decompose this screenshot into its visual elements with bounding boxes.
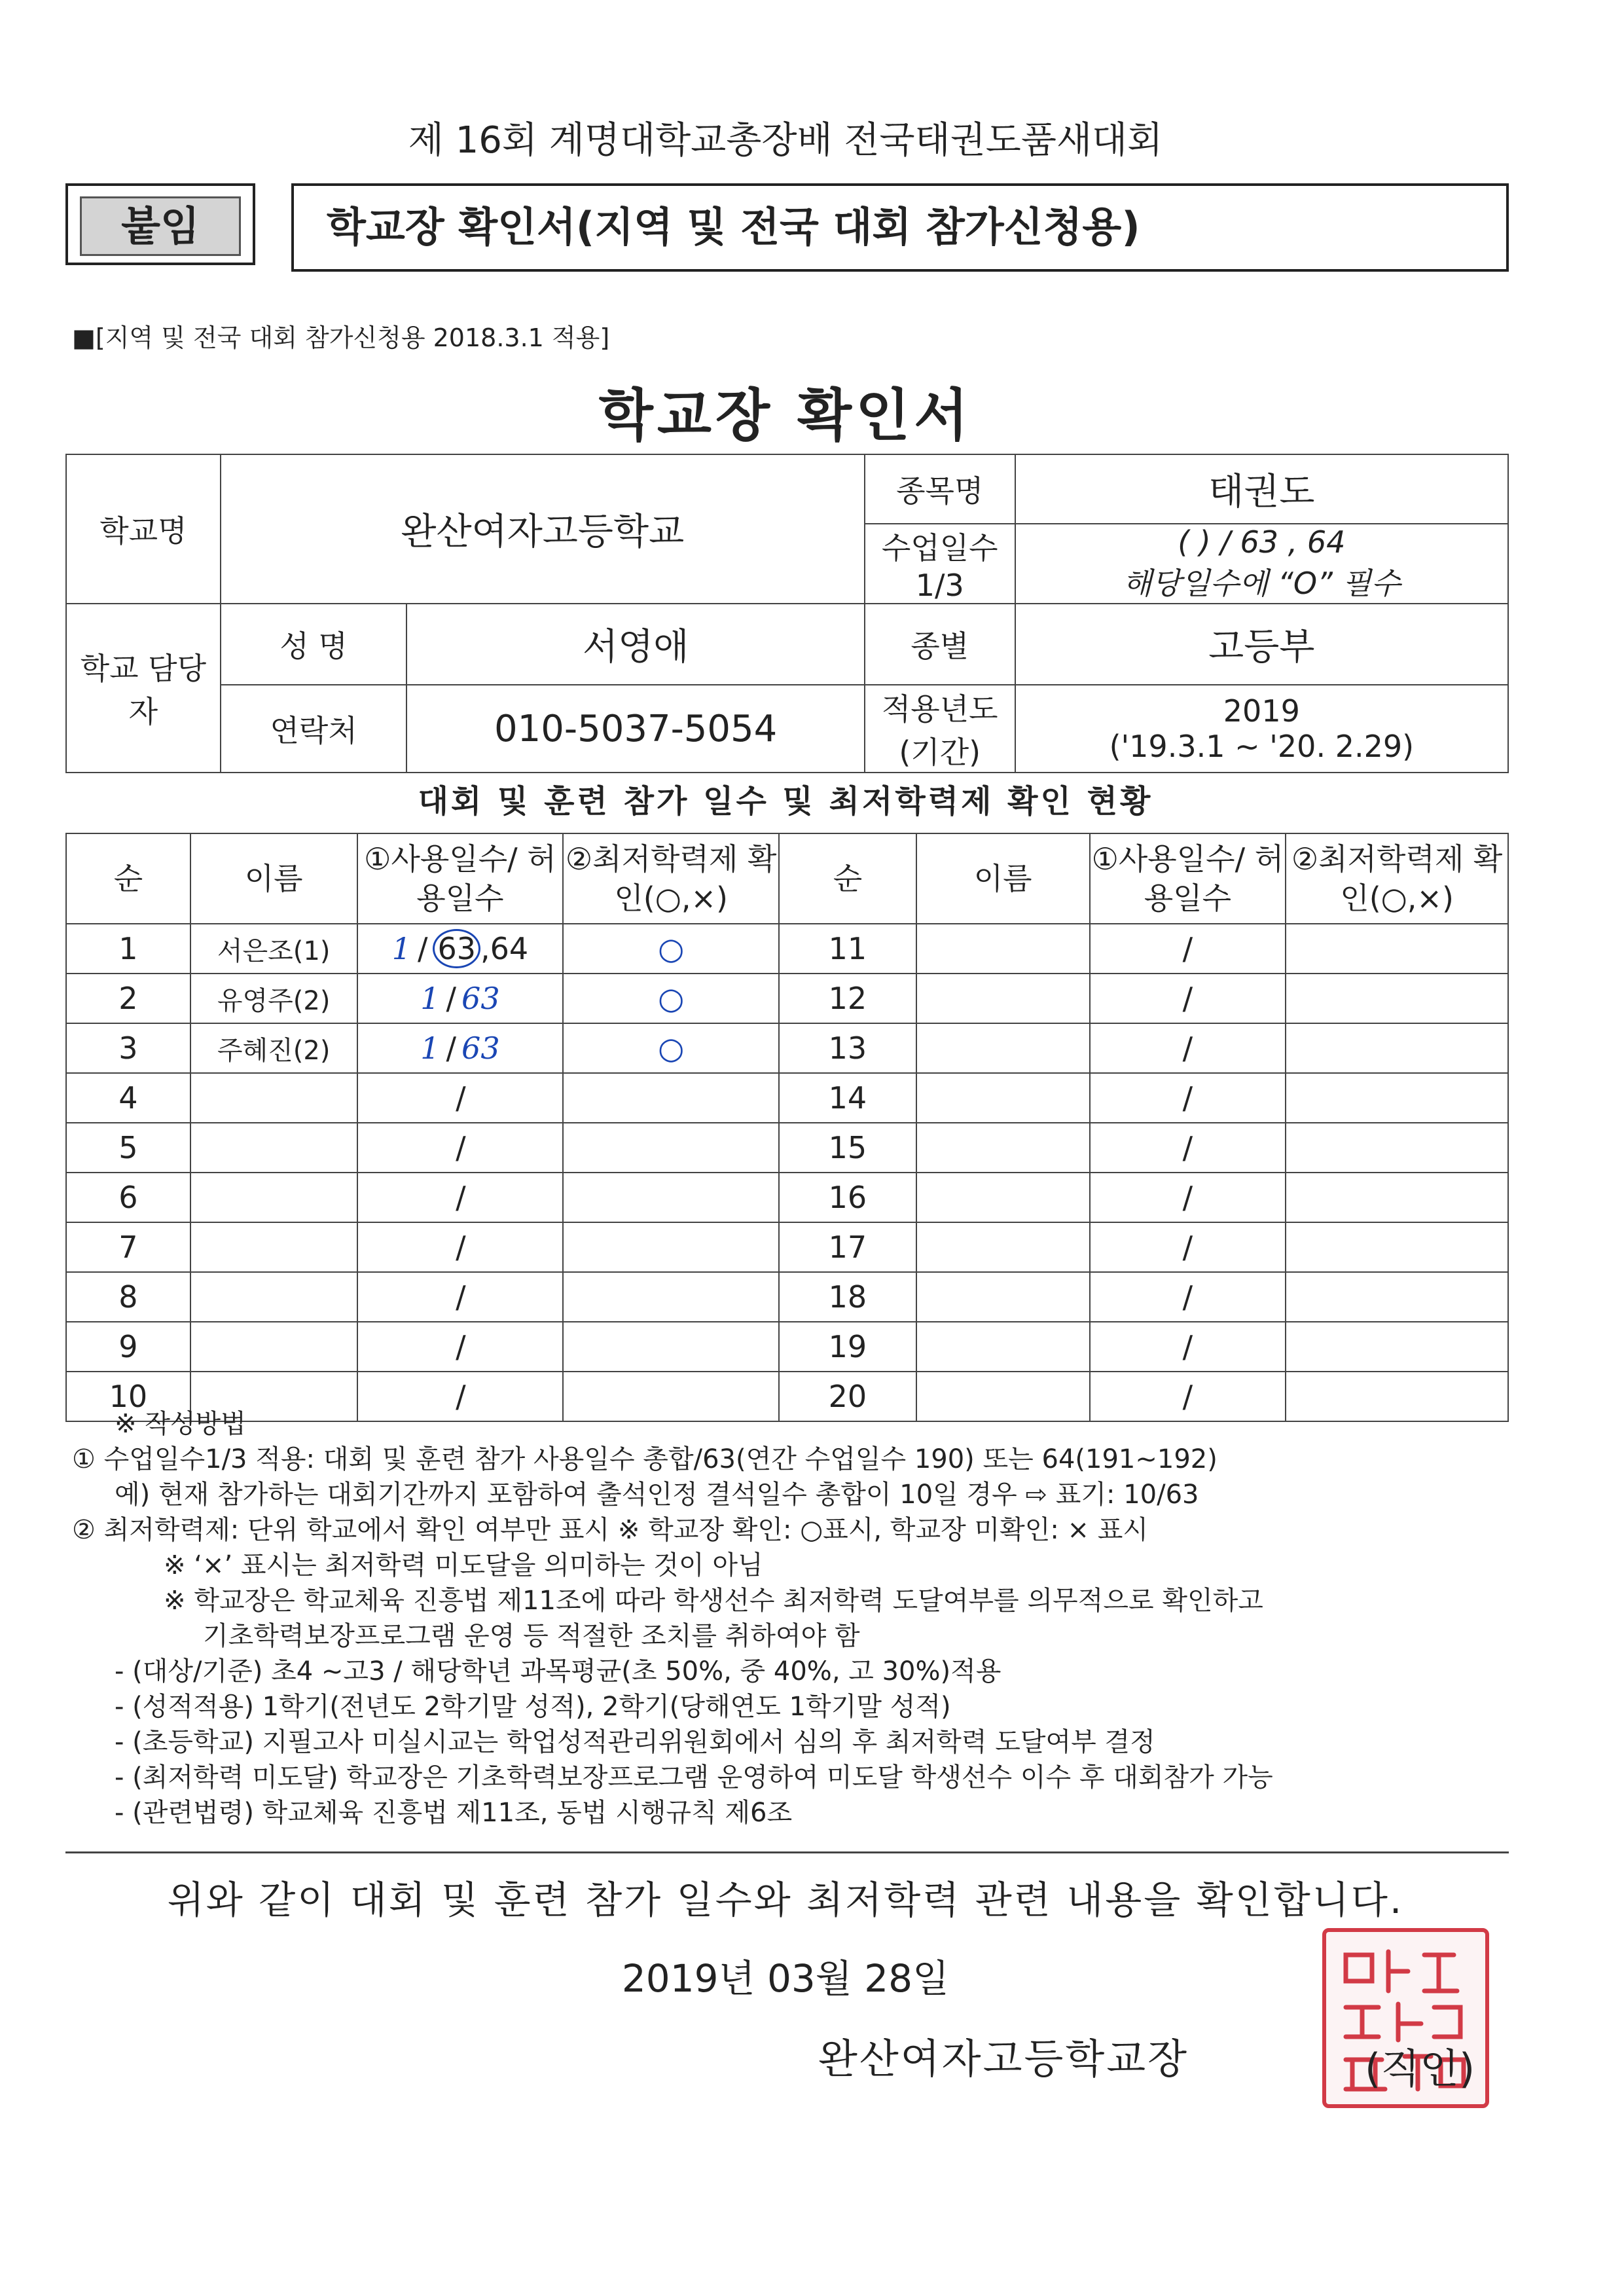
row-no [779, 1123, 916, 1173]
student-name [190, 1322, 357, 1372]
confirmation-statement: 위와 같이 대회 및 훈련 참가 일수와 최저학력 관련 내용을 확인합니다. [167, 1878, 1404, 1922]
school-name-label: 학교명 [66, 454, 221, 604]
document-title: 학교장 확인서 [598, 383, 973, 448]
min-academic-check [563, 1173, 779, 1222]
info-table [65, 454, 1509, 773]
student-name [916, 974, 1090, 1023]
header-min-academic-2: ②최저학력제 확인(○,×) [1286, 833, 1508, 924]
principal-name: 완산여자고등학교장 [818, 2035, 1189, 2083]
days-slash: / [1182, 931, 1193, 966]
header-no: 순 [66, 833, 190, 924]
days-slash: / [456, 1130, 466, 1165]
attachment-label: 붙임 [80, 196, 241, 256]
seal-label: (직인) [1365, 2045, 1475, 2092]
table-row [66, 1322, 1508, 1372]
row-no [779, 974, 916, 1023]
days-slash: / [446, 1030, 457, 1066]
row-no [779, 1222, 916, 1272]
row-no-text: 3 [118, 1030, 138, 1066]
days-cell [357, 924, 564, 974]
table-row [66, 1173, 1508, 1222]
check-mark: ○ [658, 931, 685, 966]
days-slash: / [417, 931, 428, 966]
row-no-text: 2 [118, 981, 138, 1016]
days-cell [357, 1123, 564, 1173]
attachment-box [65, 183, 255, 265]
row-no-text: 15 [828, 1130, 867, 1165]
row-no-text: 1 [118, 931, 138, 966]
days-cell [357, 1222, 564, 1272]
student-name [916, 1173, 1090, 1222]
class-days-cell [1015, 524, 1508, 604]
row-no-text: 20 [828, 1379, 867, 1414]
divider [65, 1851, 1509, 1853]
note-line: ② 최저학력제: 단위 학교에서 확인 여부만 표시 ※ 학교장 확인: ○표시, 학교장 미확인: × 표시 [72, 1515, 1149, 1545]
days-cell [357, 1272, 564, 1322]
days-cell [357, 974, 564, 1023]
row-no [66, 1322, 190, 1372]
header-no-2: 순 [779, 833, 916, 924]
table-row [66, 1222, 1508, 1272]
days-cell [1090, 1322, 1286, 1372]
sport-value: 태권도 [1015, 454, 1508, 524]
note-line: ※ ‘×’ 표시는 최저학력 미도달을 의미하는 것이 아님 [164, 1550, 763, 1580]
student-name [916, 1123, 1090, 1173]
row-no [779, 1173, 916, 1222]
row-no-text: 16 [828, 1180, 867, 1215]
note-line: - (대상/기준) 초4 ~고3 / 해당학년 과목평균(초 50%, 중 40%, 고 30%)적용 [115, 1656, 1001, 1686]
row-no [66, 924, 190, 974]
student-name [190, 924, 357, 974]
days-slash: / [456, 1180, 466, 1215]
min-academic-check [563, 1222, 779, 1272]
row-no-text: 11 [828, 931, 867, 966]
days-slash: / [456, 1379, 466, 1414]
note-line: - (초등학교) 지필고사 미실시교는 학업성적관리위원회에서 심의 후 최저학력 도달여부 결정 [115, 1727, 1155, 1757]
header-days: ①사용일수/ 허용일수 [357, 833, 564, 924]
allowed-days: 63 [461, 1030, 500, 1066]
days-slash: / [456, 1329, 466, 1364]
row-no-text: 5 [118, 1130, 138, 1165]
row-no-text: 10 [109, 1379, 148, 1414]
row-no-text: 4 [118, 1080, 138, 1116]
student-name-text: 서은조(1) [217, 936, 331, 966]
student-name-text: 주혜진(2) [217, 1035, 331, 1066]
event-title: 제 16회 계명대학교총장배 전국태권도품새대회 [408, 119, 1163, 162]
used-days: 1 [420, 1030, 440, 1066]
row-no-text: 6 [118, 1180, 138, 1215]
apply-year-label: 적용년도 (기간) [865, 685, 1015, 773]
contact-label: 연락처 [221, 685, 407, 773]
days-cell [357, 1322, 564, 1372]
min-academic-check [1286, 1123, 1508, 1173]
days-cell [1090, 1123, 1286, 1173]
days-slash: / [1182, 981, 1193, 1016]
min-academic-check [563, 1123, 779, 1173]
row-no-text: 19 [828, 1329, 867, 1364]
table-row [66, 1023, 1508, 1073]
days-cell [1090, 974, 1286, 1023]
student-name [916, 1322, 1090, 1372]
min-academic-check [563, 924, 779, 974]
check-mark: ○ [658, 981, 685, 1016]
days-cell [1090, 1222, 1286, 1272]
days-slash: / [1182, 1379, 1193, 1414]
row-no [66, 974, 190, 1023]
days-cell [1090, 1073, 1286, 1123]
row-no [66, 1123, 190, 1173]
manager-label: 학교 담당자 [66, 604, 221, 773]
row-no-text: 14 [828, 1080, 867, 1116]
student-name [190, 974, 357, 1023]
days-slash: / [456, 1230, 466, 1265]
note-line: 기초학력보장프로그램 운영 등 적절한 조치를 취하여야 함 [203, 1621, 860, 1651]
min-academic-check [1286, 1272, 1508, 1322]
manager-name: 서영애 [406, 604, 864, 685]
class-days-hint: 해당일수에 “O” 필수 [1123, 566, 1401, 601]
row-no-text: 12 [828, 981, 867, 1016]
used-days: 1 [420, 981, 440, 1016]
note-line: 예) 현재 참가하는 대회기간까지 포함하여 출석인정 결석일수 총합이 10일 경우 ⇨ 표기: 10/63 [115, 1480, 1199, 1510]
table-row [66, 1123, 1508, 1173]
school-name: 완산여자고등학교 [221, 454, 865, 604]
allowed-days: 63 [461, 981, 500, 1016]
student-name [916, 1023, 1090, 1073]
division-value: 고등부 [1015, 604, 1508, 685]
student-name [916, 1222, 1090, 1272]
min-academic-check [563, 974, 779, 1023]
note-line: ※ 학교장은 학교체육 진흥법 제11조에 따라 학생선수 최저학력 도달여부를 의무적으로 확인하고 [164, 1586, 1263, 1616]
min-academic-check [1286, 1073, 1508, 1123]
apply-year: 2019 [1223, 693, 1300, 729]
note-line: ① 수업일수1/3 적용: 대회 및 훈련 참가 사용일수 총합/63(연간 수업일수 190) 또는 64(191~192) [72, 1444, 1218, 1474]
days-slash: / [1182, 1329, 1193, 1364]
row-no [779, 924, 916, 974]
days-slash: / [1182, 1130, 1193, 1165]
table-row [66, 974, 1508, 1023]
days-slash: / [1182, 1279, 1193, 1315]
contact-value: 010-5037-5054 [406, 685, 864, 773]
form-note: ■[지역 및 전국 대회 참가신청용 2018.3.1 적용] [72, 323, 610, 352]
apply-year-cell [1015, 685, 1508, 773]
days-cell [357, 1173, 564, 1222]
min-academic-check [1286, 1222, 1508, 1272]
header-title-box: 학교장 확인서(지역 및 전국 대회 참가신청용) [291, 183, 1509, 272]
sport-label: 종목명 [865, 454, 1015, 524]
table-row [66, 1272, 1508, 1322]
note-line: - (최저학력 미도달) 학교장은 기초학력보장프로그램 운영하여 미도달 학생선수 이수 후 대회참가 가능 [115, 1762, 1273, 1793]
days-cell [357, 1073, 564, 1123]
class-days-label: 수업일수 1/3 [865, 524, 1015, 604]
days-slash: / [456, 1279, 466, 1315]
student-name [190, 1023, 357, 1073]
min-academic-check [1286, 1322, 1508, 1372]
student-name [190, 1272, 357, 1322]
roster-body [66, 924, 1508, 1421]
min-academic-check [1286, 924, 1508, 974]
min-academic-check [1286, 1173, 1508, 1222]
student-name [190, 1222, 357, 1272]
days-slash: / [1182, 1230, 1193, 1265]
row-no-text: 7 [118, 1230, 138, 1265]
row-no-text: 8 [118, 1279, 138, 1315]
days-cell [1090, 1023, 1286, 1073]
days-slash: / [1182, 1080, 1193, 1116]
note-line: - (성적적용) 1학기(전년도 2학기말 성적), 2학기(당해연도 1학기말 성적) [115, 1692, 951, 1722]
check-mark: ○ [658, 1030, 685, 1066]
class-days-value: ( ) / 63 , 64 [1178, 524, 1346, 560]
student-name [916, 1272, 1090, 1322]
apply-period: ('19.3.1 ~ '20. 2.29) [1109, 729, 1415, 764]
row-no [66, 1272, 190, 1322]
min-academic-check [563, 1322, 779, 1372]
student-name [190, 1073, 357, 1123]
header-name: 이름 [190, 833, 357, 924]
row-no-text: 18 [828, 1279, 867, 1315]
row-no [779, 1023, 916, 1073]
row-no [66, 1222, 190, 1272]
student-name [916, 1073, 1090, 1123]
days-slash: / [1182, 1030, 1193, 1066]
student-name [916, 924, 1090, 974]
min-academic-check [563, 1073, 779, 1123]
notes-heading: ※ 작성방법 [115, 1409, 246, 1439]
days-cell [1090, 1272, 1286, 1322]
row-no [66, 1173, 190, 1222]
row-no [66, 1073, 190, 1123]
row-no [66, 1023, 190, 1073]
row-no [779, 1073, 916, 1123]
student-name-text: 유영주(2) [217, 985, 331, 1016]
table-row [66, 924, 1508, 974]
note-line: - (관련법령) 학교체육 진흥법 제11조, 동법 시행규칙 제6조 [115, 1798, 793, 1828]
division-label: 종별 [865, 604, 1015, 685]
min-academic-check [563, 1272, 779, 1322]
days-cell [1090, 1173, 1286, 1222]
row-no-text: 9 [118, 1329, 138, 1364]
days-cell [357, 1023, 564, 1073]
row-no [779, 1272, 916, 1322]
days-slash: / [446, 981, 457, 1016]
table-row [66, 1073, 1508, 1123]
student-name [190, 1173, 357, 1222]
min-academic-check [1286, 1023, 1508, 1073]
allowed-days: 63 ,64 [433, 931, 528, 966]
min-academic-check [1286, 974, 1508, 1023]
row-no-text: 13 [828, 1030, 867, 1066]
days-cell [1090, 924, 1286, 974]
row-no [779, 1322, 916, 1372]
writing-instructions [72, 1406, 1538, 1831]
name-label: 성 명 [221, 604, 407, 685]
row-no-text: 17 [828, 1230, 867, 1265]
days-slash: / [456, 1080, 466, 1116]
used-days: 1 [391, 931, 411, 966]
section-title: 대회 및 훈련 참가 일수 및 최저학력제 확인 현황 [418, 783, 1153, 820]
header-name-2: 이름 [916, 833, 1090, 924]
student-name [190, 1123, 357, 1173]
header-min-academic: ②최저학력제 확인(○,×) [563, 833, 779, 924]
min-academic-check [563, 1023, 779, 1073]
roster-table [65, 833, 1509, 1422]
header-days-2: ①사용일수/ 허용일수 [1090, 833, 1286, 924]
days-slash: / [1182, 1180, 1193, 1215]
document-date: 2019년 03월 28일 [621, 1956, 950, 2001]
